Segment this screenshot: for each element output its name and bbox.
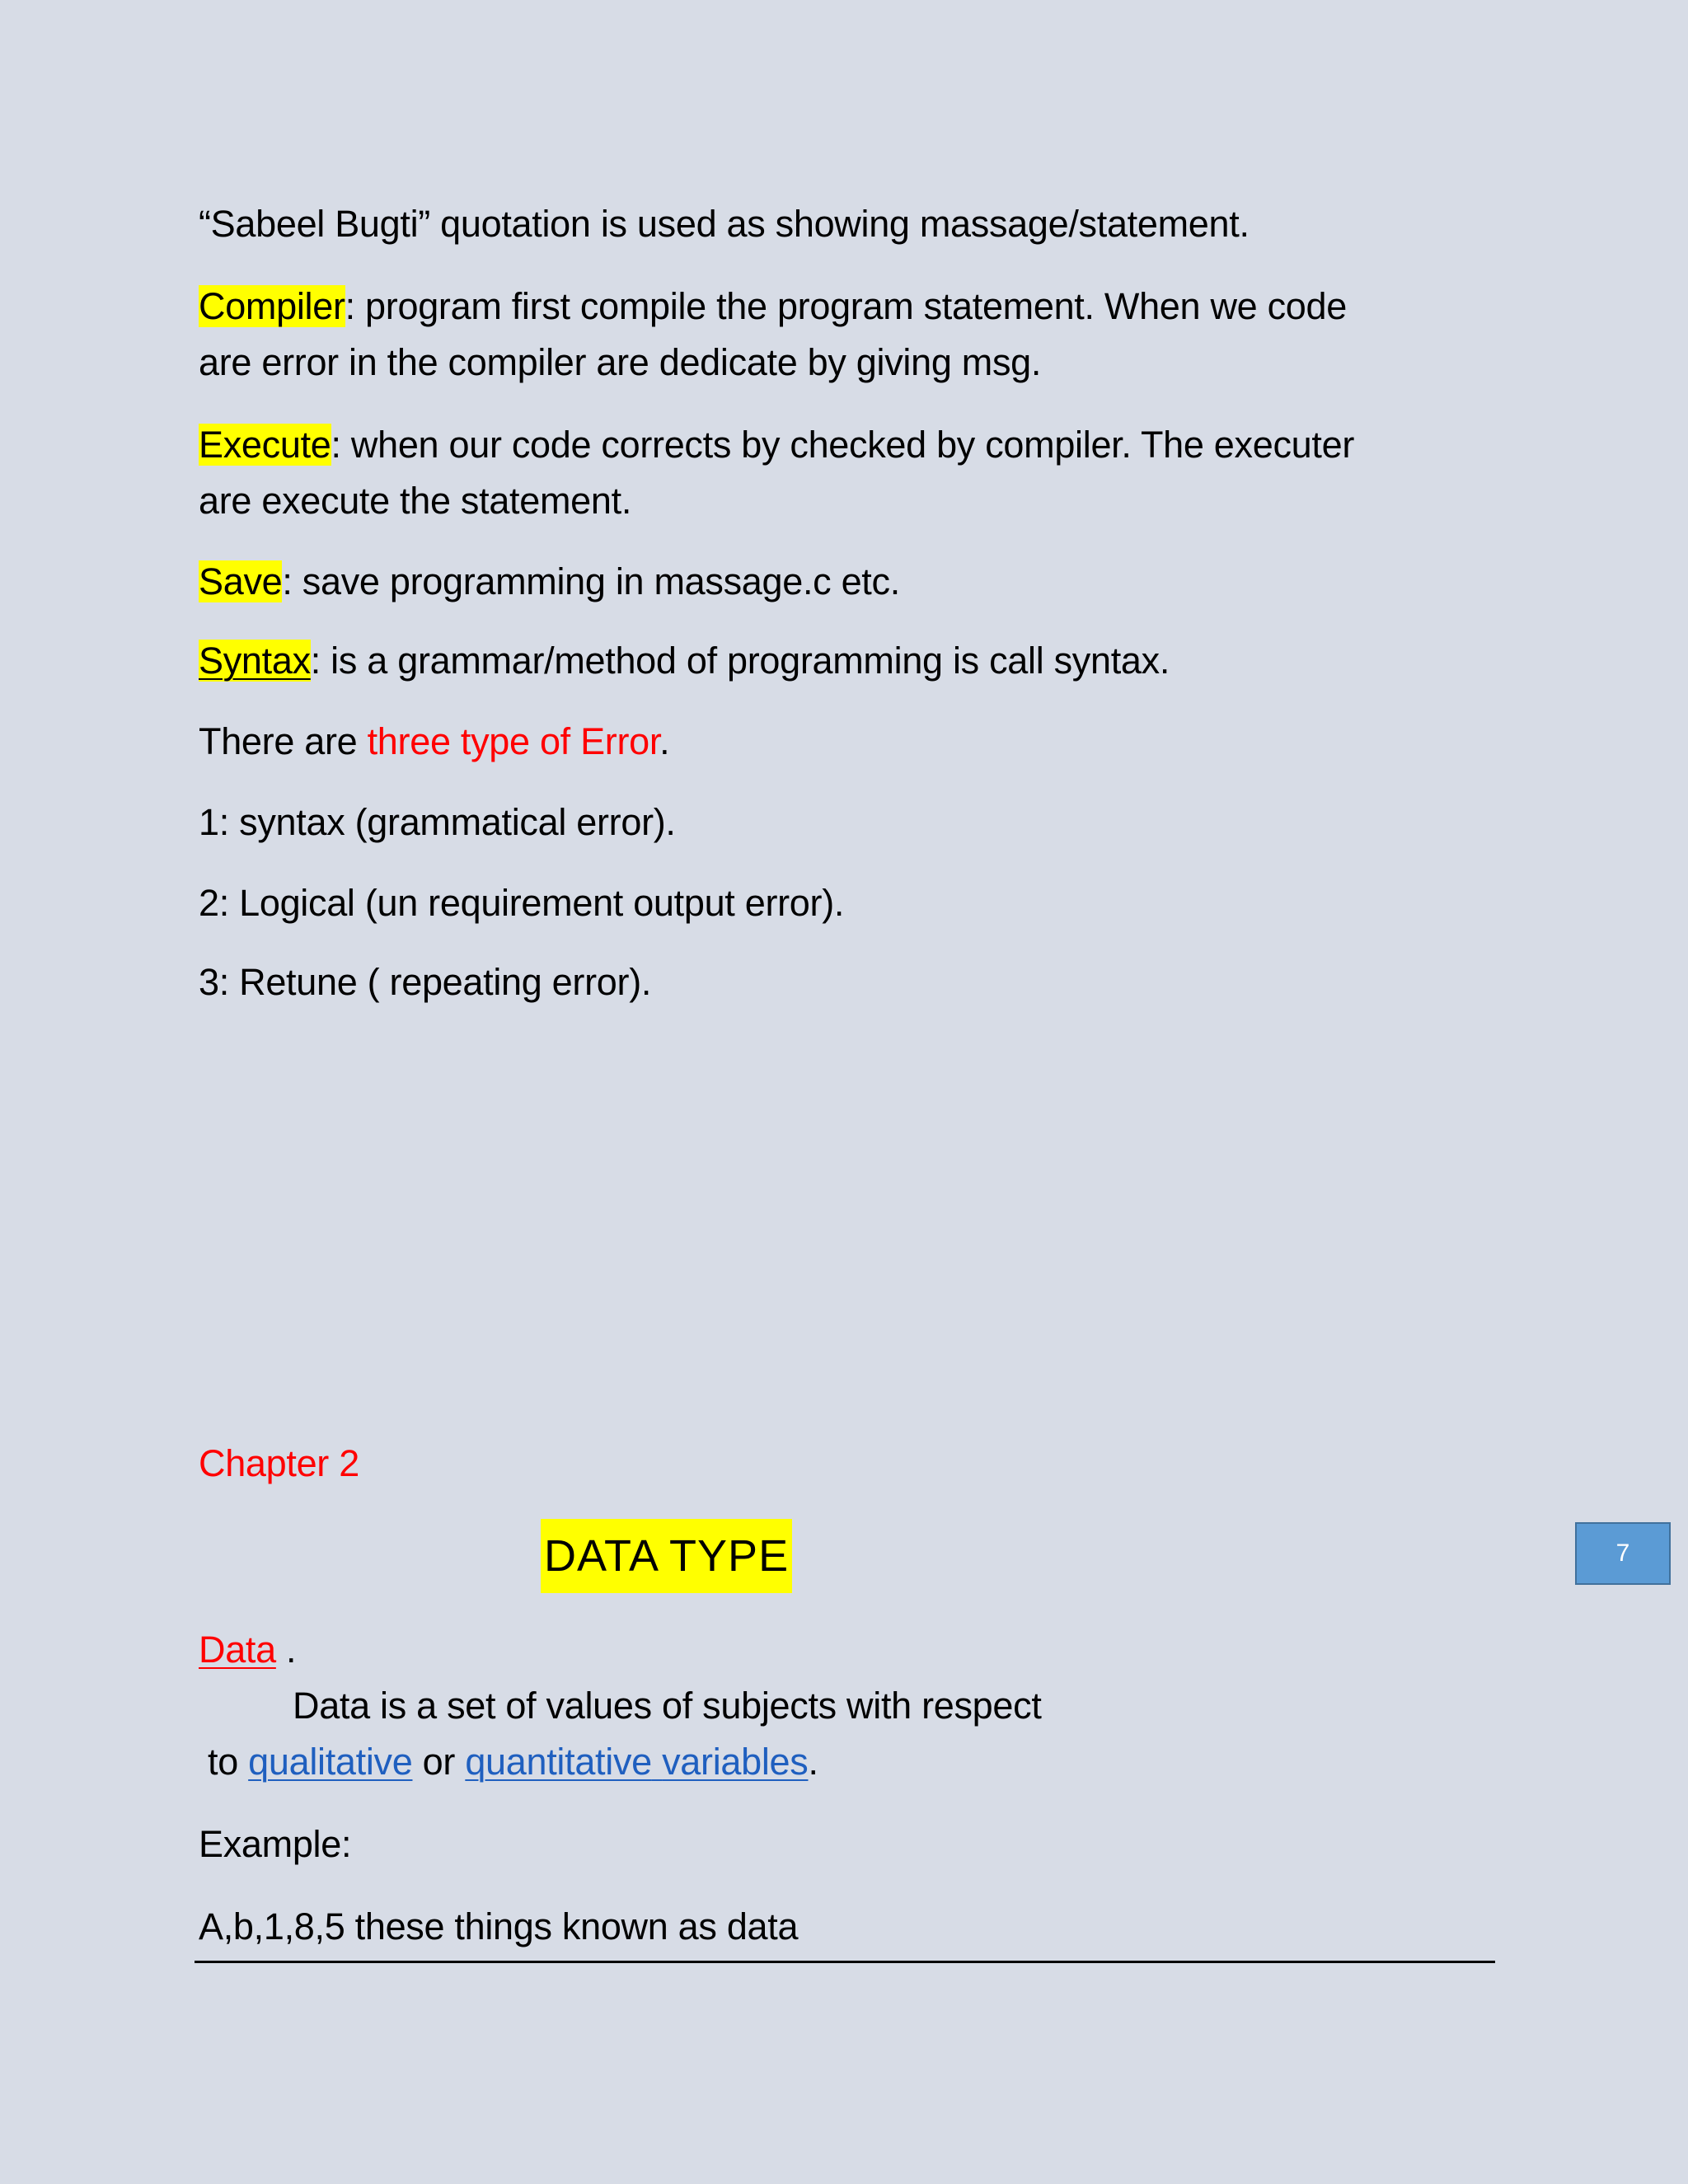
qualitative-link[interactable]: qualitative [248,1741,413,1783]
example-text-line [199,1899,798,1955]
errors-intro-prefix: There are [199,720,368,762]
variables-link[interactable]: variables [662,1741,809,1783]
page-number-badge: 7 [1575,1522,1671,1585]
execute-line-2 [199,473,631,529]
save-definition: : save programming in massage.c etc. [282,560,900,602]
save-term: Save [199,560,283,602]
horizontal-rule [195,1961,1495,1963]
data-definition-2-mid: or [412,1741,466,1783]
execute-line-1 [199,417,1354,473]
execute-definition-1: : when our code corrects by checked by compiler. The executer [331,424,1355,466]
data-heading-line [199,1622,296,1678]
error-item-3 [199,954,651,1010]
compiler-definition-1: : program first compile the program statement. When we code [345,285,1347,327]
syntax-term: Syntax [199,640,311,682]
quotation-line [199,196,1250,252]
data-term: Data [199,1629,276,1671]
error-item-1-text: 1: syntax (grammatical error). [199,801,676,843]
example-label: Example: [199,1823,352,1865]
error-item-2 [199,875,844,931]
execute-term: Execute [199,424,331,466]
syntax-definition: : is a grammar/method of programming is call syntax. [310,640,1170,682]
chapter-label-text: Chapter 2 [199,1442,359,1484]
error-item-2-text: 2: Logical (un requirement output error). [199,882,845,924]
compiler-line-2 [199,335,1041,391]
execute-definition-2: are execute the statement. [199,480,632,522]
save-line [199,554,900,610]
chapter-label [199,1436,359,1492]
data-definition-line-1 [293,1678,1042,1734]
errors-intro-highlight: three type of Error [367,720,660,762]
example-text: A,b,1,8,5 these things known as data [199,1905,799,1947]
data-definition-1: Data is a set of values of subjects with respect [293,1685,1042,1727]
quotation-text: “Sabeel Bugti” quotation is used as showing massage/statement. [199,203,1250,245]
example-label-line [199,1816,351,1872]
errors-intro-line [199,714,669,770]
syntax-line [199,633,1170,689]
error-item-1 [199,794,676,851]
data-definition-2-prefix: to [208,1741,249,1783]
errors-intro-suffix: . [659,720,670,762]
compiler-line-1 [199,279,1347,335]
chapter-title: DATA TYPE [541,1519,792,1593]
error-item-3-text: 3: Retune ( repeating error). [199,961,652,1003]
data-term-suffix: . [275,1629,297,1671]
data-definition-line-2 [208,1734,818,1790]
quantitative-link[interactable]: quantitative [465,1741,652,1783]
compiler-definition-2: are error in the compiler are dedicate by giving msg. [199,341,1042,383]
compiler-term: Compiler [199,285,345,327]
data-definition-2-suffix: . [808,1741,818,1783]
